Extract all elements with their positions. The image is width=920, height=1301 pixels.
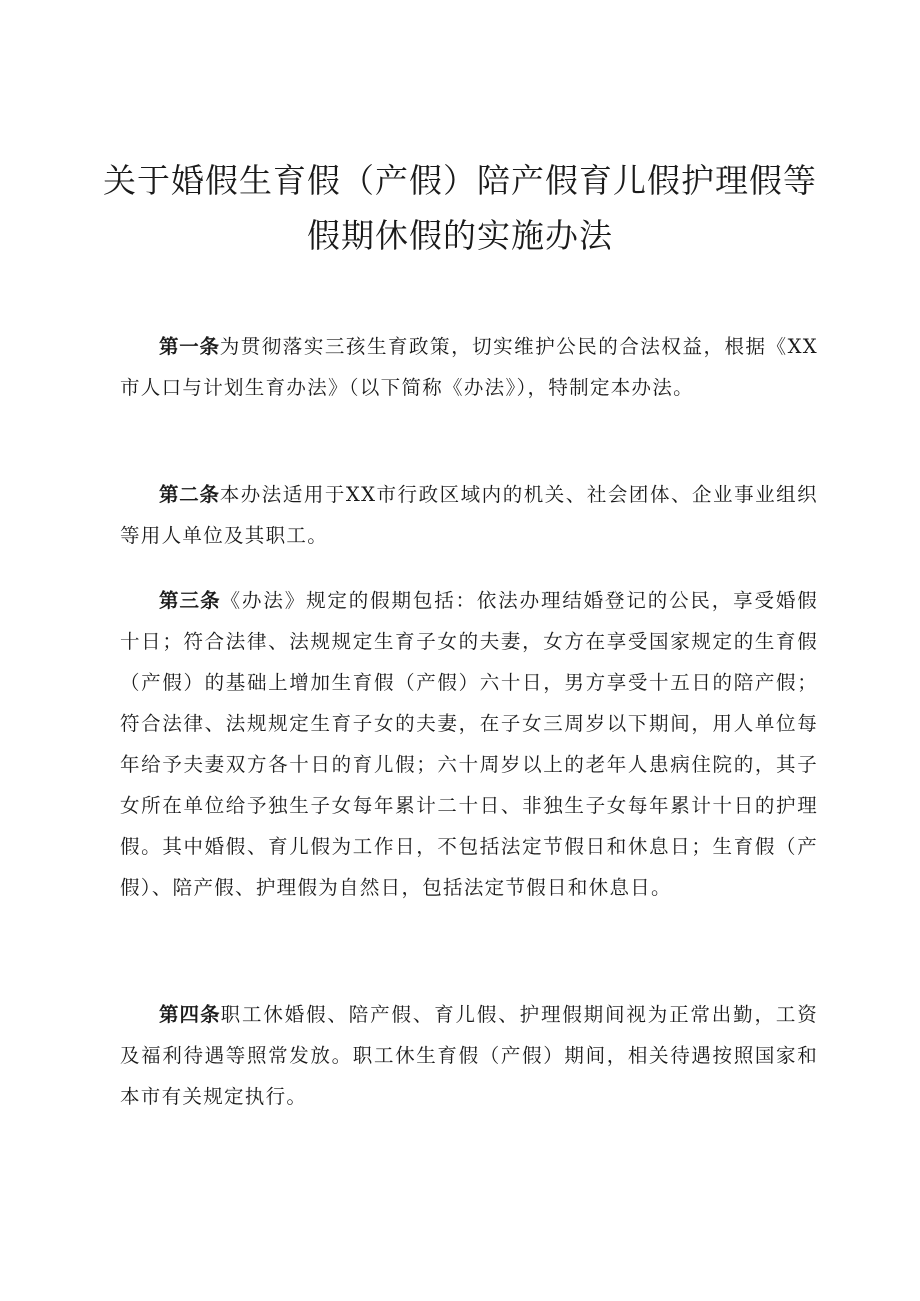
article-2-label: 第二条 [159, 483, 220, 506]
article-1-label: 第一条 [159, 335, 220, 358]
article-3 [120, 580, 818, 908]
document-title-line-1: 关于婚假生育假（产假）陪产假育儿假护理假等 [103, 161, 817, 200]
article-4-label: 第四条 [159, 1003, 221, 1026]
article-3-text: 《办法》规定的假期包括：依法办理结婚登记的公民，享受婚假十日；符合法律、法规规定生育子女的夫妻，女方在享受国家规定的生育假（产假）的基础上增加生育假（产假）六十日，男方享受十五日的陪产假；符合法律、法规规定生育子女的夫妻，在子女三周岁以下期间，用人单位每年给予夫妻双方各十日的育儿假；六十周岁以上的老年人患病住院的，其子女所在单位给予独生子女每年累计二十日、非独生子女每年累计十日的护理假。其中婚假、育儿假为工作日，不包括法定节假日和休息日；生育假（产假）、陪产假、护理假为自然日，包括法定节假日和休息日。 [120, 589, 818, 899]
article-1 [120, 326, 818, 408]
article-4-text: 职工休婚假、陪产假、育儿假、护理假期间视为正常出勤，工资及福利待遇等照常发放。职工休生育假（产假）期间，相关待遇按照国家和本市有关规定执行。 [120, 1003, 818, 1108]
article-1-text: 为贯彻落实三孩生育政策，切实维护公民的合法权益，根据《XX市人口与计划生育办法》（以下简称《办法》），特制定本办法。 [120, 335, 818, 399]
article-2-text: 本办法适用于XX市行政区域内的机关、社会团体、企业事业组织等用人单位及其职工。 [120, 483, 818, 547]
article-4 [120, 994, 818, 1117]
article-3-label: 第三条 [159, 589, 221, 612]
article-2 [120, 474, 818, 556]
document-title-line-2: 假期休假的实施办法 [307, 216, 613, 255]
